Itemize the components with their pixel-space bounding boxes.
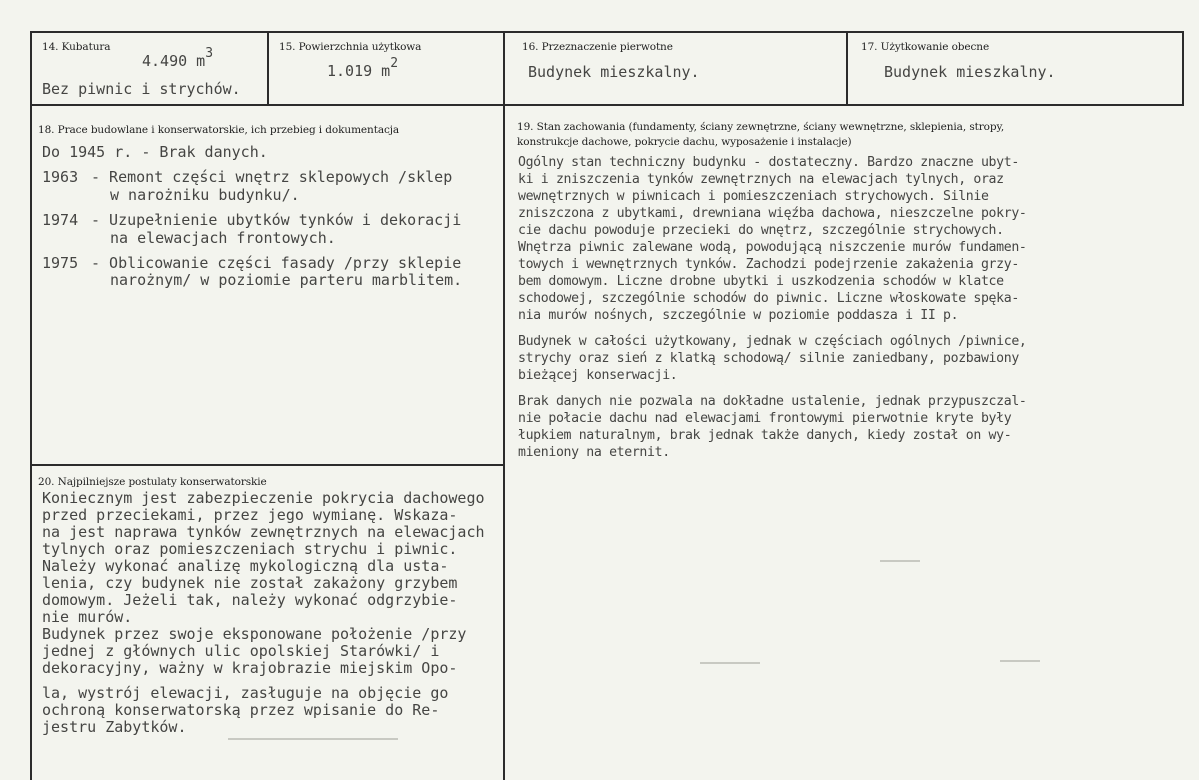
box18-entry-text: narożnym/ w poziomie parteru marblitem. — [110, 271, 463, 289]
box18-entry-year: 1974 — [42, 211, 79, 229]
box18-entry-text: - Uzupełnienie ubytków tynków i dekoracji — [91, 211, 462, 229]
box18-entry-text: na elewacjach frontowych. — [110, 229, 336, 247]
box19-line: cie dachu powoduje przecieki do wnętrz, szczególnie strychowych. — [518, 223, 1004, 238]
box20-line: domowym. Jeżeli tak, należy wykonać odgrzybie- — [42, 591, 458, 609]
rule-col-17 — [846, 31, 848, 106]
box19-line: ki i zniszczenia tynków zewnętrznych na elewacjach tylnych, oraz — [518, 172, 1004, 187]
box20-line: tylnych oraz pomieszczeniach strychu i piwnic. — [42, 540, 458, 558]
box18-label: 18. Prace budowlane i konserwatorskie, ich przebieg i dokumentacja — [38, 124, 400, 136]
rule-top — [30, 31, 1184, 33]
box14-note: Bez piwnic i strychów. — [42, 80, 241, 98]
box19-line: łupkiem naturalnym, brak jednak także danych, kiedy został on wy- — [518, 428, 1012, 443]
box20-line: jednej z głównych ulic opolskiej Starówki/ i — [42, 642, 440, 660]
rule-right — [1182, 31, 1184, 106]
box15-unit-exponent: 2 — [390, 56, 399, 71]
box17-value: Budynek mieszkalny. — [884, 63, 1056, 81]
box18-entry-text: - Oblicowanie części fasady /przy sklepie — [91, 254, 462, 272]
box19-line: Ogólny stan techniczny budynku - dostateczny. Bardzo znaczne ubyt- — [518, 155, 1019, 170]
box19-line: Wnętrza piwnic zalewane wodą, powodującą niszczenie murów fundamen- — [518, 240, 1027, 255]
rule-row1 — [30, 104, 1184, 106]
box19-line: zniszczona z ubytkami, drewniana więźba dachowa, nieszczelne pokry- — [518, 206, 1027, 221]
rule-box18-bottom — [30, 464, 504, 466]
box19-line: mieniony na eternit. — [518, 445, 670, 460]
box18-entry-text: w narożniku budynku/. — [110, 186, 300, 204]
box19-line: bem domowym. Liczne drobne ubytki i uszkodzenia schodów w klatce — [518, 274, 1004, 289]
box20-line: nie murów. — [42, 608, 133, 626]
paper-speck — [228, 738, 398, 740]
box15-value — [327, 56, 399, 80]
box19-line: strychy oraz sień z klatką schodową/ silnie zaniedbany, pozbawiony — [518, 351, 1019, 366]
box20-line: Należy wykonać analizę mykologiczną dla usta- — [42, 557, 449, 575]
box19-line: wewnętrznych w piwnicach i pomieszczeniach strychowych. Silnie — [518, 189, 989, 204]
rule-col-mid — [503, 31, 505, 780]
box20-line: na jest naprawa tynków zewnętrznych na elewacjach — [42, 523, 485, 541]
paper-speck — [880, 560, 920, 562]
box16-value: Budynek mieszkalny. — [528, 63, 700, 81]
box14-value — [142, 46, 214, 70]
box20-line: lenia, czy budynek nie został zakażony grzybem — [42, 574, 458, 592]
box15-label: 15. Powierzchnia użytkowa — [279, 41, 422, 53]
box15-number: 1.019 m — [327, 62, 391, 80]
box19-label-cont: konstrukcje dachowe, pokrycie dachu, wyposażenie i instalacje) — [517, 136, 852, 148]
box20-line: ochroną konserwatorską przez wpisanie do Re- — [42, 701, 440, 719]
paper-speck — [1000, 660, 1040, 662]
box20-label: 20. Najpilniejsze postulaty konserwatorskie — [38, 476, 267, 488]
box19-line: nie połacie dachu nad elewacjami frontowymi pierwotnie kryte były — [518, 411, 1012, 426]
box19-line: Brak danych nie pozwala na dokładne ustalenie, jednak przypuszczal- — [518, 394, 1027, 409]
box16-label: 16. Przeznaczenie pierwotne — [522, 41, 673, 53]
box19-line: Budynek w całości użytkowany, jednak w częściach ogólnych /piwnice, — [518, 334, 1027, 349]
rule-left — [30, 31, 32, 780]
box14-number: 4.490 m — [142, 52, 206, 70]
box19-line: bieżącej konserwacji. — [518, 368, 678, 383]
rule-col-15 — [267, 31, 269, 106]
box19-line: nia murów nośnych, szczególnie w poziomie poddasza i II p. — [518, 308, 959, 323]
box18-line0: Do 1945 r. - Brak danych. — [42, 143, 268, 161]
box19-line: towych i wewnętrznych tynków. Zachodzi podejrzenie zakażenia grzy- — [518, 257, 1019, 272]
box18-entry-year: 1975 — [42, 254, 79, 272]
paper-speck — [700, 662, 760, 664]
box18-entry-text: - Remont części wnętrz sklepowych /sklep — [91, 168, 453, 186]
box20-line: Budynek przez swoje eksponowane położenie /przy — [42, 625, 467, 643]
box14-unit-exponent: 3 — [205, 46, 214, 61]
box19-label: 19. Stan zachowania (fundamenty, ściany zewnętrzne, ściany wewnętrzne, sklepienia, stropy, — [517, 121, 1005, 133]
box18-entry-year: 1963 — [42, 168, 79, 186]
box17-label: 17. Użytkowanie obecne — [861, 41, 990, 53]
box20-line: jestru Zabytków. — [42, 718, 187, 736]
box19-line: schodowej, szczególnie schodów do piwnic. Liczne włoskowate spęka- — [518, 291, 1019, 306]
box20-line: la, wystrój elewacji, zasługuje na objęcie go — [42, 684, 449, 702]
box20-line: dekoracyjny, ważny w krajobrazie miejskim Opo- — [42, 659, 458, 677]
box14-label: 14. Kubatura — [42, 41, 111, 53]
box20-line: przed przeciekami, przez jego wymianę. Wskaza- — [42, 506, 458, 524]
box20-line: Koniecznym jest zabezpieczenie pokrycia dachowego — [42, 489, 485, 507]
